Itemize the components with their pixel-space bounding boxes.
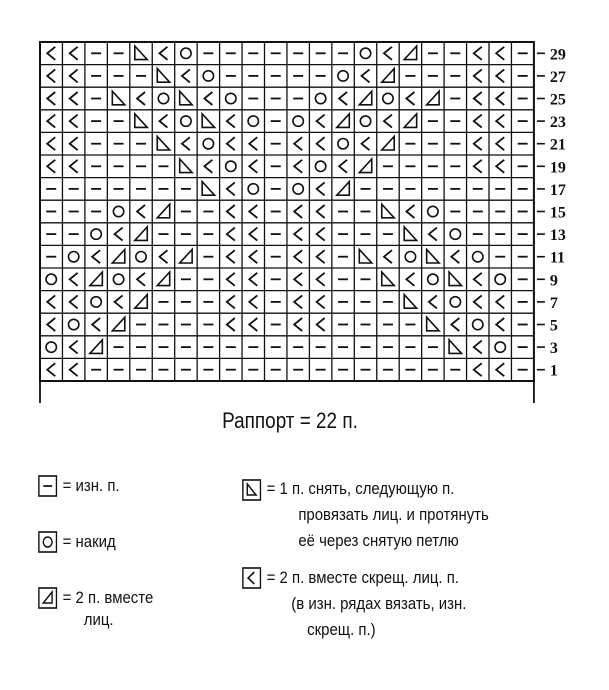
row-number: 11 [549,249,566,267]
row-number: 23 [549,114,566,132]
k2tog-icon [38,587,57,609]
k2tog-tbl-symbol [294,318,302,331]
k2tog-symbol [180,249,192,263]
slip-knit-pass-symbol [359,249,371,263]
k2tog-tbl-symbol [406,273,414,286]
k2tog-tbl-symbol [474,92,482,105]
k2tog-tbl-symbol [474,160,482,173]
k2tog-tbl-symbol [294,137,302,150]
legend-k2tog-line2: лиц. [83,610,114,629]
slip-knit-pass-symbol [180,91,192,105]
row-number: 7 [549,294,558,312]
yarn-over-symbol [181,116,191,126]
k2tog-tbl-symbol [429,228,437,241]
k2tog-tbl-symbol [496,92,504,105]
k2tog-tbl-symbol [227,273,235,286]
row-number: 17 [549,181,566,199]
k2tog-tbl-symbol [249,160,257,173]
k2tog-tbl-symbol [362,69,370,82]
slip-knit-pass-symbol [135,114,147,128]
k2tog-tbl-icon [242,567,261,589]
k2tog-tbl-symbol [182,137,190,150]
k2tog-tbl-symbol [474,69,482,82]
k2tog-tbl-symbol [70,47,78,60]
k2tog-tbl-symbol [317,115,325,128]
yarn-over-symbol [405,252,415,262]
k2tog-tbl-symbol [227,205,235,218]
yarn-over-symbol [473,252,483,262]
k2tog-symbol [157,204,169,218]
k2tog-tbl-symbol [474,273,482,286]
k2tog-tbl-symbol [227,250,235,263]
yarn-over-symbol [360,116,370,126]
k2tog-tbl-symbol [317,228,325,241]
k2tog-tbl-symbol [451,318,459,331]
k2tog-tbl-symbol [115,228,123,241]
legend-purl-text: = изн. п. [62,476,120,495]
k2tog-tbl-symbol [137,205,145,218]
k2tog-tbl-symbol [317,295,325,308]
k2tog-tbl-symbol [339,160,347,173]
k2tog-tbl-symbol [70,341,78,354]
k2tog-tbl-symbol [227,228,235,241]
row-number: 15 [549,204,566,222]
k2tog-symbol [427,91,439,105]
row-number: 3 [549,340,558,358]
slip-knit-pass-symbol [202,114,214,128]
yarn-over-symbol [226,93,236,103]
k2tog-tbl-symbol [47,363,55,376]
k2tog-tbl-symbol [249,205,257,218]
k2tog-tbl-symbol [204,92,212,105]
legend-k2tog-tbl-line1: = 2 п. вместе скрещ. лиц. п. [266,568,459,587]
k2tog-tbl-symbol [70,160,78,173]
k2tog-tbl-symbol [474,363,482,376]
k2tog-tbl-symbol [249,137,257,150]
slip-knit-pass-icon [242,479,261,501]
k2tog-symbol [382,136,394,150]
yarn-over-symbol [338,71,348,81]
k2tog-tbl-symbol [70,273,78,286]
k2tog-tbl-symbol [47,92,55,105]
k2tog-tbl-symbol [47,69,55,82]
k2tog-tbl-symbol [47,318,55,331]
slip-knit-pass-symbol [404,227,416,241]
yarn-over-symbol [473,319,483,329]
k2tog-tbl-symbol [294,228,302,241]
k2tog-tbl-symbol [47,295,55,308]
k2tog-tbl-symbol [70,137,78,150]
k2tog-tbl-symbol [496,363,504,376]
k2tog-tbl-symbol [317,318,325,331]
k2tog-symbol [90,272,102,286]
k2tog-tbl-symbol [474,295,482,308]
k2tog-tbl-symbol [429,295,437,308]
k2tog-tbl-symbol [137,92,145,105]
yarn-over-symbol [203,71,213,81]
slip-knit-pass-symbol [157,69,169,83]
k2tog-tbl-symbol [317,137,325,150]
yarn-over-symbol [495,274,505,284]
k2tog-tbl-symbol [474,115,482,128]
k2tog-symbol [359,91,371,105]
k2tog-tbl-symbol [70,295,78,308]
yarn-over-symbol [338,139,348,149]
yarn-over-symbol [68,252,78,262]
yarn-over-symbol [226,161,236,171]
k2tog-symbol [382,69,394,83]
legend-slip-knit-pass-line3: её через снятую петлю [298,531,459,550]
yarn-over-symbol [450,229,460,239]
slip-knit-pass-symbol [382,272,394,286]
legend-slip-knit-pass-line2: провязать лиц. и протянуть [298,505,489,524]
k2tog-tbl-symbol [227,182,235,195]
k2tog-tbl-symbol [227,295,235,308]
k2tog-tbl-symbol [294,250,302,263]
k2tog-tbl-symbol [249,250,257,263]
row-number: 5 [549,317,558,335]
k2tog-tbl-symbol [294,205,302,218]
yarn-over-icon [38,531,57,553]
yarn-over-symbol [91,229,101,239]
yarn-over-symbol [428,206,438,216]
k2tog-symbol [404,46,416,60]
k2tog-tbl-symbol [47,160,55,173]
k2tog-tbl-symbol [70,363,78,376]
slip-knit-pass-symbol [449,272,461,286]
k2tog-tbl-symbol [384,250,392,263]
k2tog-tbl-symbol [92,250,100,263]
k2tog-tbl-symbol [294,295,302,308]
k2tog-tbl-symbol [384,47,392,60]
row-number: 21 [549,136,566,154]
row-number: 25 [549,91,566,109]
k2tog-symbol [90,340,102,354]
yarn-over-symbol [450,297,460,307]
k2tog-tbl-symbol [362,137,370,150]
yarn-over-symbol [181,48,191,58]
k2tog-tbl-symbol [406,92,414,105]
k2tog-tbl-symbol [249,228,257,241]
yarn-over-symbol [248,116,258,126]
k2tog-tbl-symbol [182,69,190,82]
k2tog-tbl-symbol [159,115,167,128]
k2tog-tbl-symbol [317,205,325,218]
k2tog-tbl-symbol [496,318,504,331]
yarn-over-symbol [158,93,168,103]
row-number: 1 [549,362,558,380]
legend-k2tog-tbl-line3: скрещ. п.) [307,620,376,639]
k2tog-symbol [337,182,349,196]
k2tog-tbl-symbol [47,137,55,150]
k2tog-symbol [157,272,169,286]
slip-knit-pass-symbol [382,204,394,218]
k2tog-tbl-symbol [496,160,504,173]
k2tog-tbl-symbol [204,160,212,173]
k2tog-tbl-symbol [474,137,482,150]
yarn-over-symbol [91,297,101,307]
k2tog-tbl-symbol [339,92,347,105]
k2tog-tbl-symbol [70,69,78,82]
k2tog-symbol [337,114,349,128]
k2tog-tbl-symbol [159,250,167,263]
k2tog-tbl-symbol [249,295,257,308]
k2tog-tbl-symbol [92,318,100,331]
row-number: 13 [549,227,566,245]
k2tog-symbol [404,114,416,128]
k2tog-symbol [359,159,371,173]
slip-knit-pass-symbol [135,46,147,60]
slip-knit-pass-symbol [157,136,169,150]
k2tog-tbl-symbol [249,273,257,286]
k2tog-tbl-symbol [70,92,78,105]
k2tog-tbl-symbol [227,115,235,128]
k2tog-symbol [112,249,124,263]
k2tog-tbl-symbol [294,273,302,286]
slip-knit-pass-symbol [427,317,439,331]
k2tog-tbl-symbol [496,115,504,128]
k2tog-tbl-symbol [249,318,257,331]
rapport-label: Раппорт = 22 п. [222,408,358,433]
k2tog-tbl-symbol [451,250,459,263]
slip-knit-pass-symbol [112,91,124,105]
legend-k2tog-line1: = 2 п. вместе [62,588,154,607]
yarn-over-symbol [136,252,146,262]
k2tog-symbol [112,317,124,331]
k2tog-tbl-symbol [317,273,325,286]
k2tog-tbl-symbol [384,115,392,128]
yarn-over-symbol [248,184,258,194]
yarn-over-symbol [428,274,438,284]
yarn-over-symbol [113,274,123,284]
slip-knit-pass-symbol [427,249,439,263]
yarn-over-symbol [293,116,303,126]
k2tog-tbl-symbol [474,341,482,354]
k2tog-tbl-symbol [496,137,504,150]
row-number: 29 [549,46,566,64]
k2tog-tbl-symbol [115,295,123,308]
k2tog-tbl-symbol [317,250,325,263]
slip-knit-pass-symbol [202,182,214,196]
slip-knit-pass-symbol [180,159,192,173]
k2tog-tbl-symbol [406,205,414,218]
k2tog-symbol [135,227,147,241]
legend-slip-knit-pass-line1: = 1 п. снять, следующую п. [266,479,455,498]
legend-yarn-over-text: = накид [62,532,116,551]
yarn-over-symbol [46,342,56,352]
k2tog-tbl-symbol [496,295,504,308]
yarn-over-symbol [68,319,78,329]
k2tog-tbl-symbol [137,273,145,286]
yarn-over-symbol [113,206,123,216]
k2tog-tbl-symbol [317,182,325,195]
slip-knit-pass-symbol [404,295,416,309]
k2tog-tbl-symbol [47,47,55,60]
yarn-over-symbol [293,184,303,194]
k2tog-tbl-symbol [496,69,504,82]
yarn-over-symbol [315,93,325,103]
legend-k2tog-tbl-line2: (в изн. рядах вязать, изн. [291,594,467,613]
yarn-over-symbol [383,93,393,103]
k2tog-tbl-symbol [47,115,55,128]
k2tog-tbl-symbol [294,160,302,173]
slip-knit-pass-symbol [449,340,461,354]
k2tog-tbl-symbol [496,47,504,60]
yarn-over-symbol [46,274,56,284]
k2tog-symbol [135,295,147,309]
k2tog-tbl-symbol [159,47,167,60]
k2tog-tbl-symbol [70,115,78,128]
k2tog-tbl-symbol [227,318,235,331]
yarn-over-symbol [495,342,505,352]
row-number: 27 [549,68,566,86]
row-number: 19 [549,159,566,177]
k2tog-tbl-symbol [474,47,482,60]
yarn-over-symbol [360,48,370,58]
yarn-over-symbol [315,161,325,171]
k2tog-tbl-symbol [227,137,235,150]
purl-icon [38,475,57,497]
yarn-over-symbol [203,139,213,149]
row-number: 9 [549,272,558,290]
